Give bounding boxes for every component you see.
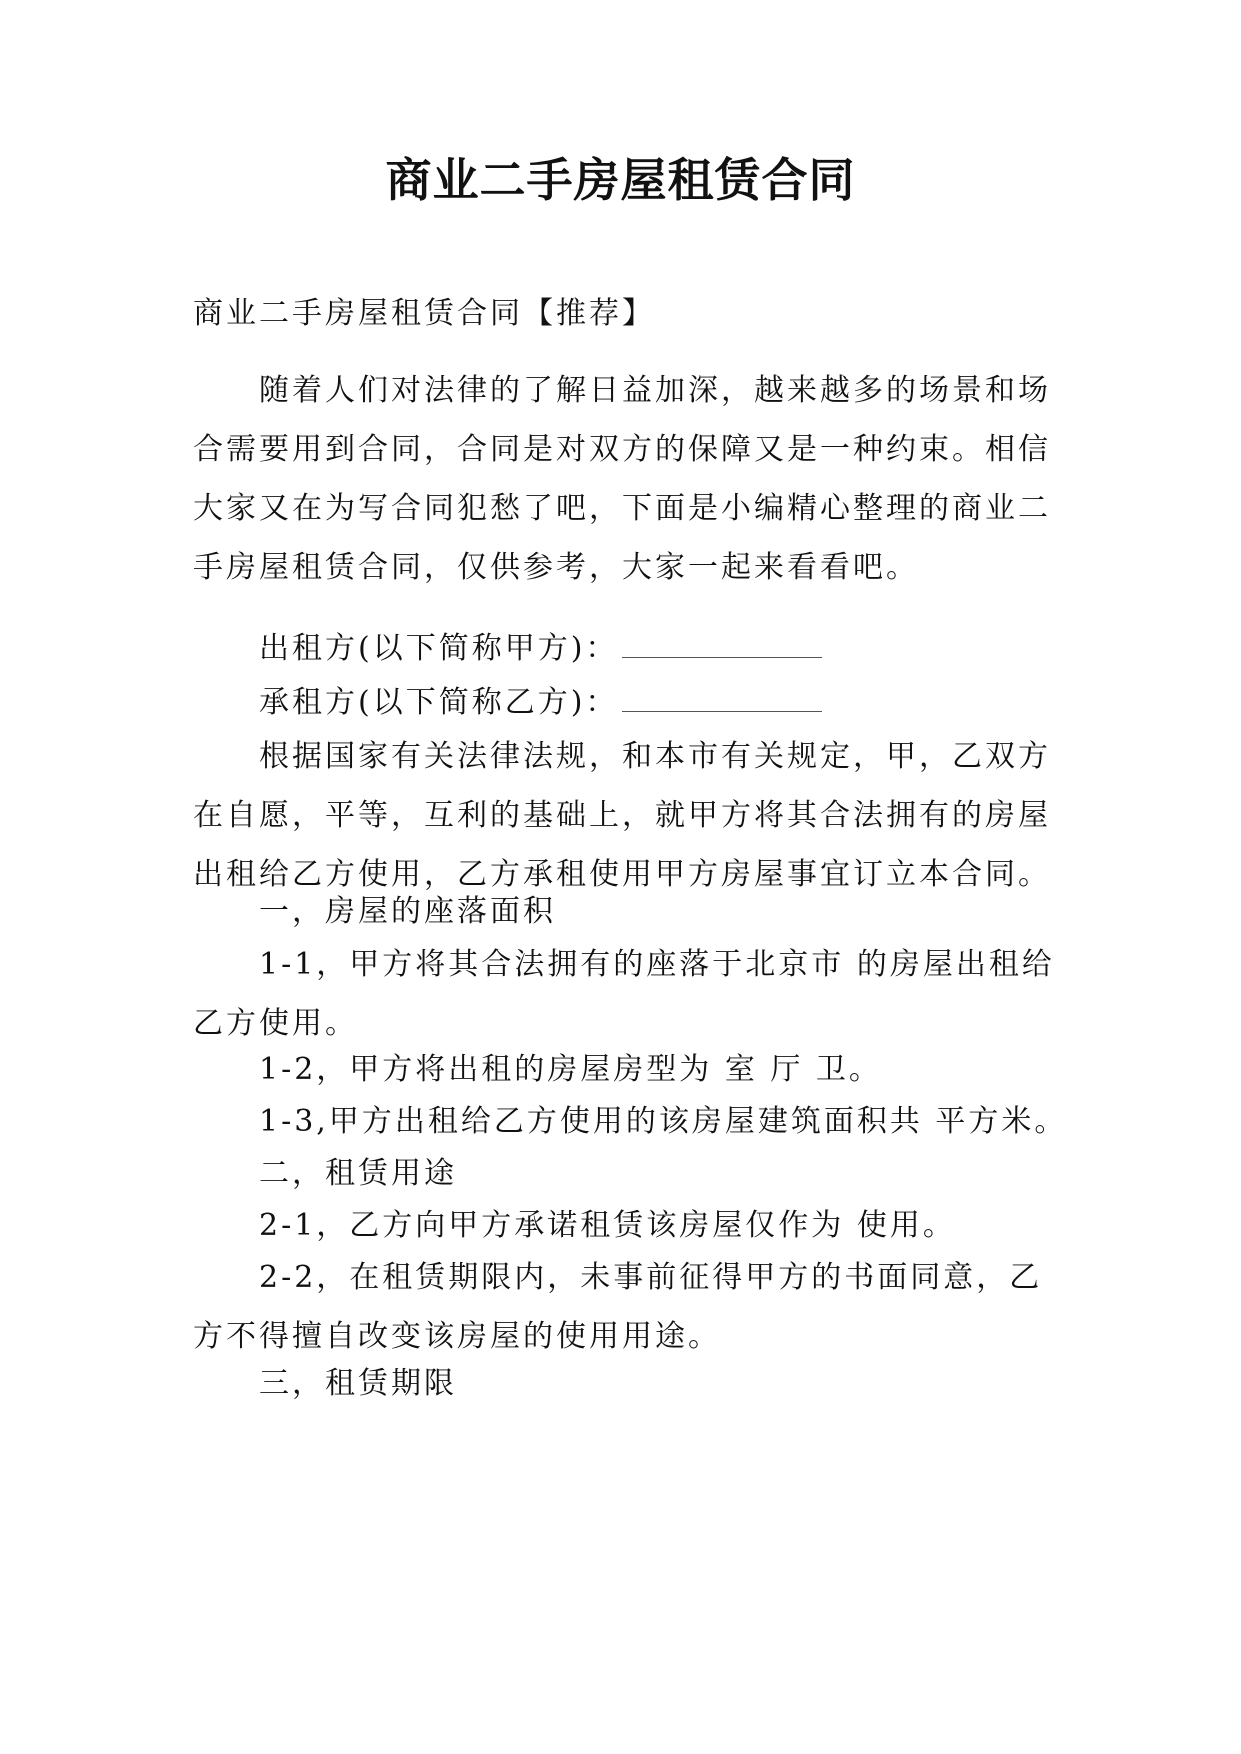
section-3-heading: 三，租赁期限 <box>259 1366 457 1401</box>
clause-2-1: 2-1，乙方向甲方承诺租赁该房屋仅作为 使用。 <box>259 1208 956 1243</box>
basis-paragraph: 根据国家有关法律法规，和本市有关规定，甲，乙双方在自愿，平等，互利的基础上，就甲方将其合法拥有的房屋出租给乙方使用，乙方承租使用甲方房屋事宜订立本合同。 <box>193 739 1051 892</box>
lessor-blank <box>622 631 822 658</box>
lessee-blank <box>622 685 822 712</box>
lessor-label: 出租方(以下简称甲方)： <box>259 631 619 666</box>
lessee-label: 承租方(以下简称乙方)： <box>259 685 619 720</box>
clause-1-3: 1-3,甲方出租给乙方使用的该房屋建筑面积共 平方米。 <box>259 1104 1068 1139</box>
document-title: 商业二手房屋租赁合同 <box>385 153 856 207</box>
document-subtitle: 商业二手房屋租赁合同【推荐】 <box>193 296 655 331</box>
section-1-heading: 一，房屋的座落面积 <box>259 894 556 929</box>
section-2-heading: 二，租赁用途 <box>259 1156 457 1191</box>
intro-paragraph: 随着人们对法律的了解日益加深，越来越多的场景和场合需要用到合同，合同是对双方的保障又是一种约束。相信大家又在为写合同犯愁了吧，下面是小编精心整理的商业二手房屋租赁合同，仅供参考，大家一起来看看吧。 <box>193 373 1051 585</box>
clause-1-2: 1-2，甲方将出租的房屋房型为 室 厅 卫。 <box>259 1052 882 1087</box>
lessee-line <box>193 673 822 732</box>
clause-1-1: 1-1，甲方将其合法拥有的座落于北京市 的房屋出租给乙方使用。 <box>193 947 1055 1041</box>
lessor-line <box>193 619 822 678</box>
clause-2-2: 2-2，在租赁期限内，未事前征得甲方的书面同意，乙方不得擅自改变该房屋的使用用途。 <box>193 1260 1043 1354</box>
